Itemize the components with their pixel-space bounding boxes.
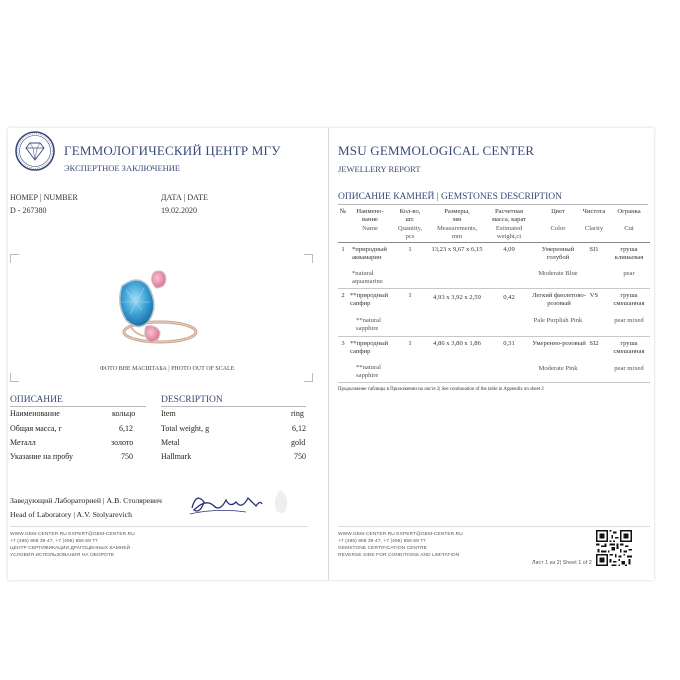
diamond-logo-icon <box>14 130 56 172</box>
col-qty-header-en: Quantity, pcs <box>397 225 423 240</box>
photo-frame-corner <box>10 254 19 263</box>
col-color-header-en: Color <box>550 225 566 232</box>
row-divider <box>338 288 650 289</box>
divider <box>10 526 308 527</box>
row-color-en: Moderate Blue <box>538 270 578 277</box>
col-color-header-ru: Цвет <box>551 208 565 215</box>
col-size-header-en: Measurements, mm <box>436 225 478 240</box>
row-cut-en: pear mixed <box>614 365 644 372</box>
desc-ru-label: Наименование <box>10 409 60 418</box>
ring-photo <box>108 266 200 362</box>
row-no: 1 <box>341 246 345 253</box>
desc-en-label: Metal <box>161 438 180 447</box>
col-cut-header-ru: Огранка <box>617 208 641 215</box>
row-qty: 1 <box>408 340 412 347</box>
description-ru-title: ОПИСАНИЕ <box>10 395 63 405</box>
footer-line: WWW.GEM-CENTER.RU EXPERT@GEM-CENTER.RU <box>338 532 463 537</box>
continuation-note: Продолжение таблицы в Приложении на листе 2| See continuation of the table in Appendix on sheet 2 <box>338 387 544 392</box>
row-clarity: SI2 <box>589 340 599 347</box>
row-no: 3 <box>341 340 345 347</box>
desc-ru-label: Металл <box>10 438 36 447</box>
row-color-en: Moderate Pink <box>538 365 578 372</box>
row-name-ru: *природный аквамарин <box>352 246 387 261</box>
col-weight-header-ru: Расчетная масса, карат <box>491 208 527 223</box>
desc-ru-value: золото <box>111 438 134 447</box>
row-weight: 0,42 <box>503 294 515 301</box>
footer-line: WWW.GEM-CENTER.RU EXPERT@GEM-CENTER.RU <box>10 532 135 537</box>
date-label: ДАТА | DATE <box>161 193 208 202</box>
number-label: НОМЕР | NUMBER <box>10 193 78 202</box>
row-name-ru: **природный сапфир <box>350 340 389 355</box>
col-qty-header-ru: Кол-во, шт. <box>399 208 421 223</box>
row-size: 4,86 x 3,80 x 1,86 <box>433 340 481 347</box>
footer-line: ЦЕНТР СЕРТИФИКАЦИИ ДРАГОЦЕННЫХ КАМНЕЙ <box>10 546 131 551</box>
photo-frame-corner <box>304 373 313 382</box>
col-weight-header-en: Estimated weight,ct <box>495 225 523 240</box>
table-header-divider <box>338 242 650 243</box>
desc-ru-label: Общая масса, г <box>10 424 62 433</box>
col-clarity-header-ru: Чистота <box>582 208 606 215</box>
row-qty: 1 <box>408 246 412 253</box>
row-clarity: SI1 <box>589 246 599 253</box>
row-name-ru: **природный сапфир <box>350 292 389 307</box>
row-color-ru: Умеренный голубой <box>541 246 575 261</box>
row-name-en: *natural aquamarine <box>352 270 383 285</box>
divider <box>338 204 648 205</box>
org-title-en: MSU GEMMOLOGICAL CENTER <box>338 143 535 158</box>
row-clarity: VS <box>589 292 599 299</box>
row-weight: 0,31 <box>503 340 515 347</box>
watermark-emblem-icon <box>268 488 294 518</box>
divider <box>161 406 306 407</box>
signature <box>186 488 264 520</box>
row-weight: 4,09 <box>503 246 515 253</box>
desc-ru-value: 6,12 <box>119 424 133 433</box>
col-cut-header-en: Cut <box>624 225 634 232</box>
date-value: 19.02.2020 <box>161 206 197 215</box>
desc-en-label: Hallmark <box>161 452 192 461</box>
desc-en-value: 6,12 <box>292 424 306 433</box>
footer-line: GEMSTONE CERTIFICATION CENTRE <box>338 546 427 551</box>
doc-subtitle-en: JEWELLERY REPORT <box>338 164 421 174</box>
row-divider <box>338 382 650 383</box>
col-name-header-en: Name <box>362 225 378 232</box>
row-name-en: **natural sapphire <box>356 364 381 379</box>
desc-ru-label: Указание на пробу <box>10 452 73 461</box>
msu-logo <box>14 130 56 172</box>
row-no: 2 <box>341 292 345 299</box>
divider <box>10 406 146 407</box>
number-value: D - 267380 <box>10 206 47 215</box>
row-qty: 1 <box>408 292 412 299</box>
qr-code-icon <box>596 530 632 566</box>
page-fold <box>328 128 329 580</box>
desc-ru-value: 750 <box>121 452 133 461</box>
footer-line: +7 (495) 958 39 47, +7 (495) 955 69 77 <box>10 539 98 544</box>
head-of-lab-en: Head of Laboratory | A.V. Stolyarevich <box>10 510 133 519</box>
photo-caption: ФОТО ВНЕ МАСШТАБА | PHOTO OUT OF SCALE <box>100 366 235 372</box>
row-name-en: **natural sapphire <box>356 317 381 332</box>
col-size-header-ru: Размеры, мм <box>444 208 470 223</box>
certificate-sheet <box>8 128 654 580</box>
row-cut-en: pear mixed <box>614 317 644 324</box>
footer-line: УСЛОВИЯ ИСПОЛЬЗОВАНИЯ НА ОБОРОТЕ <box>10 553 115 558</box>
doc-subtitle-ru: ЭКСПЕРТНОЕ ЗАКЛЮЧЕНИЕ <box>64 163 181 173</box>
row-size: 4,93 x 3,92 x 2,59 <box>433 294 481 301</box>
row-color-ru: Легкий фиолетово- розовый <box>532 292 586 307</box>
desc-ru-value: кольцо <box>112 409 136 418</box>
sheet-label: Лист 1 из 2| Sheet 1 of 2 <box>532 560 592 566</box>
description-en-title: DESCRIPTION <box>161 395 223 405</box>
row-cut-ru: груша смешанная <box>613 292 645 307</box>
row-color-ru: Умеренно-розовый <box>532 340 586 347</box>
row-cut-ru: груша клиньевая <box>614 246 644 261</box>
row-size: 13,23 x 9,67 x 6,15 <box>431 246 483 253</box>
row-divider <box>338 336 650 337</box>
col-clarity-header-en: Clarity <box>584 225 604 232</box>
footer-line: +7 (495) 958 39 47, +7 (495) 955 69 77 <box>338 539 426 544</box>
gemstones-title: ОПИСАНИЕ КАМНЕЙ | GEMSTONES DESCRIPTION <box>338 192 562 202</box>
col-no-header: № <box>339 208 347 215</box>
photo-frame-corner <box>10 373 19 382</box>
desc-en-value: ring <box>291 409 304 418</box>
gemstones-table <box>338 206 650 406</box>
org-title-ru: ГЕММОЛОГИЧЕСКИЙ ЦЕНТР МГУ <box>64 143 281 158</box>
row-color-en: Pale Purplish Pink <box>533 317 583 324</box>
head-of-lab-ru: Заведующий Лабораторией | А.В. Столяревич <box>10 496 162 505</box>
desc-en-label: Item <box>161 409 176 418</box>
row-cut-en: pear <box>623 270 635 277</box>
photo-frame-corner <box>304 254 313 263</box>
col-name-header-ru: Наимено- вание <box>356 208 384 223</box>
row-cut-ru: груша смешанная <box>613 340 645 355</box>
desc-en-value: 750 <box>294 452 306 461</box>
desc-en-value: gold <box>291 438 306 447</box>
desc-en-label: Total weight, g <box>161 424 210 433</box>
footer-line: REVERSE SIDE FOR CONDITIONS AND LIMITATION <box>338 553 460 558</box>
divider <box>338 526 650 527</box>
